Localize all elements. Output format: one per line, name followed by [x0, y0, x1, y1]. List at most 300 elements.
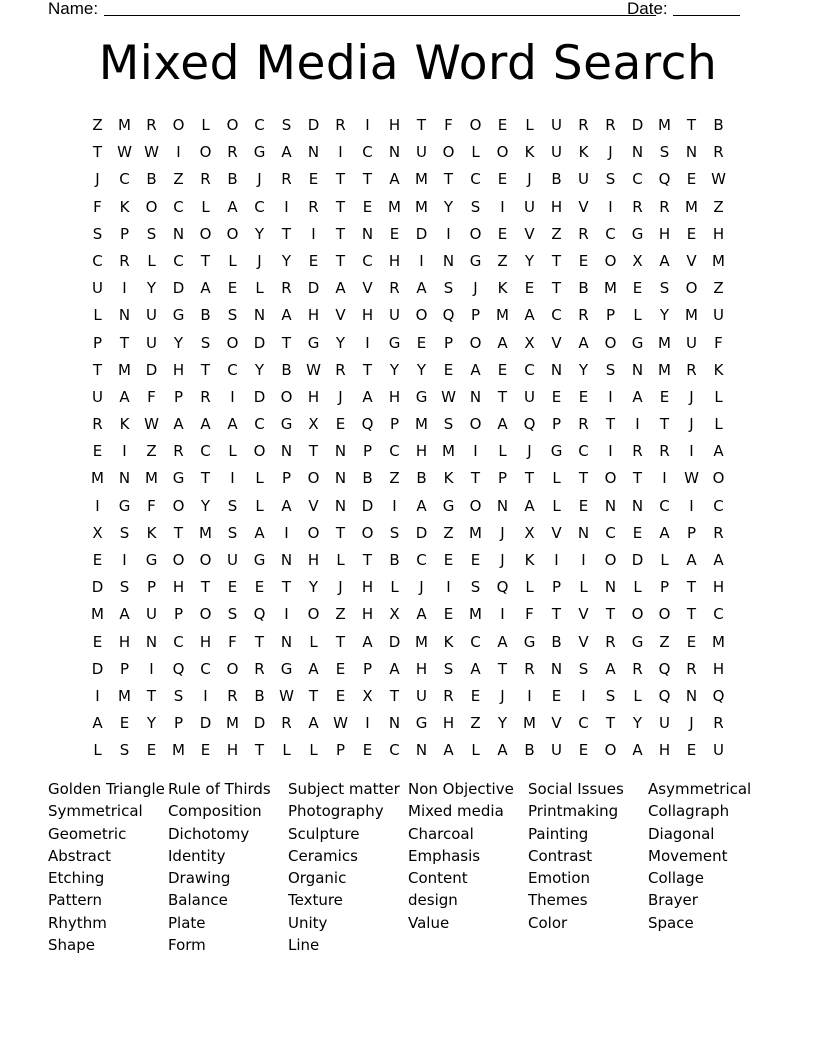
- grid-letter[interactable]: G: [280, 415, 293, 434]
- grid-letter[interactable]: L: [552, 496, 561, 515]
- grid-letter[interactable]: A: [308, 659, 319, 678]
- grid-letter[interactable]: I: [176, 143, 181, 162]
- grid-letter[interactable]: A: [524, 306, 535, 325]
- grid-letter[interactable]: L: [633, 686, 642, 705]
- grid-letter[interactable]: K: [443, 632, 454, 651]
- grid-letter[interactable]: P: [443, 333, 454, 352]
- grid-letter[interactable]: A: [308, 714, 319, 733]
- grid-letter[interactable]: C: [200, 442, 211, 461]
- grid-letter[interactable]: M: [199, 523, 212, 542]
- grid-letter[interactable]: N: [253, 306, 266, 325]
- grid-letter[interactable]: R: [227, 143, 238, 162]
- grid-letter[interactable]: L: [228, 442, 237, 461]
- grid-letter[interactable]: S: [389, 523, 400, 542]
- grid-letter[interactable]: C: [416, 551, 427, 569]
- grid-letter[interactable]: Y: [173, 333, 184, 352]
- grid-letter[interactable]: S: [443, 659, 454, 678]
- grid-letter[interactable]: A: [173, 415, 184, 434]
- grid-letter[interactable]: K: [146, 523, 157, 542]
- grid-letter[interactable]: B: [362, 469, 373, 488]
- grid-letter[interactable]: A: [200, 279, 211, 298]
- grid-letter[interactable]: U: [659, 714, 670, 733]
- grid-letter[interactable]: I: [95, 686, 100, 705]
- grid-letter[interactable]: O: [469, 224, 482, 243]
- grid-letter[interactable]: L: [201, 197, 210, 216]
- grid-letter[interactable]: R: [713, 714, 724, 733]
- grid-letter[interactable]: Y: [254, 224, 265, 243]
- grid-letter[interactable]: R: [605, 116, 616, 134]
- grid-letter[interactable]: E: [416, 333, 427, 352]
- grid-letter[interactable]: H: [550, 197, 563, 216]
- grid-letter[interactable]: D: [199, 714, 212, 733]
- grid-letter[interactable]: H: [415, 442, 428, 461]
- date-field-line[interactable]: [673, 0, 740, 16]
- grid-letter[interactable]: E: [524, 279, 535, 298]
- grid-letter[interactable]: G: [172, 306, 185, 325]
- grid-letter[interactable]: K: [713, 360, 724, 379]
- grid-letter[interactable]: O: [658, 605, 671, 624]
- grid-letter[interactable]: T: [335, 251, 346, 270]
- grid-letter[interactable]: K: [578, 143, 589, 162]
- grid-letter[interactable]: H: [361, 306, 374, 325]
- grid-letter[interactable]: T: [362, 360, 373, 379]
- grid-letter[interactable]: R: [146, 116, 157, 134]
- grid-letter[interactable]: M: [145, 469, 158, 488]
- grid-letter[interactable]: E: [443, 360, 454, 379]
- grid-letter[interactable]: O: [496, 143, 509, 162]
- grid-letter[interactable]: E: [632, 523, 643, 542]
- grid-letter[interactable]: L: [336, 551, 345, 569]
- grid-letter[interactable]: J: [527, 170, 532, 189]
- grid-letter[interactable]: L: [714, 415, 723, 434]
- grid-letter[interactable]: Q: [523, 415, 536, 434]
- grid-letter[interactable]: A: [497, 415, 508, 434]
- grid-letter[interactable]: W: [279, 686, 294, 705]
- name-field-line[interactable]: [104, 0, 656, 16]
- grid-letter[interactable]: S: [173, 686, 184, 705]
- grid-letter[interactable]: I: [122, 279, 127, 298]
- grid-letter[interactable]: H: [658, 741, 671, 760]
- grid-letter[interactable]: P: [686, 523, 697, 542]
- grid-letter[interactable]: A: [389, 170, 400, 189]
- grid-letter[interactable]: O: [307, 523, 320, 542]
- grid-letter[interactable]: I: [662, 469, 667, 488]
- grid-letter[interactable]: S: [443, 415, 454, 434]
- grid-letter[interactable]: E: [119, 714, 130, 733]
- grid-letter[interactable]: I: [95, 496, 100, 515]
- grid-letter[interactable]: A: [416, 496, 427, 515]
- grid-letter[interactable]: C: [227, 360, 238, 379]
- grid-letter[interactable]: A: [362, 632, 373, 651]
- grid-letter[interactable]: D: [253, 387, 266, 406]
- grid-letter[interactable]: E: [308, 251, 319, 270]
- grid-letter[interactable]: Z: [659, 632, 670, 651]
- grid-letter[interactable]: A: [281, 496, 292, 515]
- grid-letter[interactable]: D: [172, 279, 185, 298]
- grid-letter[interactable]: W: [333, 714, 348, 733]
- grid-letter[interactable]: T: [92, 143, 103, 162]
- grid-letter[interactable]: T: [146, 686, 157, 705]
- grid-letter[interactable]: J: [689, 387, 694, 406]
- grid-letter[interactable]: X: [632, 251, 643, 270]
- grid-letter[interactable]: Y: [659, 306, 670, 325]
- grid-letter[interactable]: H: [118, 632, 131, 651]
- grid-letter[interactable]: N: [388, 714, 401, 733]
- grid-letter[interactable]: U: [686, 333, 697, 352]
- grid-letter[interactable]: E: [335, 686, 346, 705]
- grid-letter[interactable]: C: [200, 659, 211, 678]
- grid-letter[interactable]: O: [604, 469, 617, 488]
- grid-letter[interactable]: I: [608, 197, 613, 216]
- grid-letter[interactable]: C: [524, 360, 535, 379]
- grid-letter[interactable]: I: [473, 442, 478, 461]
- grid-letter[interactable]: O: [469, 116, 482, 134]
- grid-letter[interactable]: I: [689, 442, 694, 461]
- grid-letter[interactable]: Y: [497, 714, 508, 733]
- grid-letter[interactable]: P: [605, 306, 616, 325]
- grid-letter[interactable]: T: [335, 523, 346, 542]
- grid-letter[interactable]: M: [685, 197, 698, 216]
- grid-letter[interactable]: U: [92, 387, 103, 406]
- grid-letter[interactable]: T: [281, 578, 292, 597]
- grid-letter[interactable]: C: [713, 496, 724, 515]
- grid-letter[interactable]: S: [119, 741, 130, 760]
- grid-letter[interactable]: D: [388, 632, 401, 651]
- grid-letter[interactable]: H: [172, 360, 185, 379]
- grid-letter[interactable]: D: [415, 523, 428, 542]
- grid-letter[interactable]: A: [227, 415, 238, 434]
- grid-letter[interactable]: H: [388, 251, 401, 270]
- grid-letter[interactable]: O: [604, 251, 617, 270]
- grid-letter[interactable]: V: [335, 306, 346, 325]
- grid-letter[interactable]: Y: [389, 360, 400, 379]
- grid-letter[interactable]: W: [117, 143, 132, 162]
- grid-letter[interactable]: I: [500, 605, 505, 624]
- grid-letter[interactable]: S: [605, 170, 616, 189]
- grid-letter[interactable]: A: [632, 741, 643, 760]
- grid-letter[interactable]: R: [578, 306, 589, 325]
- grid-letter[interactable]: J: [473, 279, 478, 298]
- grid-letter[interactable]: R: [605, 632, 616, 651]
- grid-letter[interactable]: T: [200, 469, 211, 488]
- grid-letter[interactable]: H: [712, 578, 725, 597]
- grid-letter[interactable]: Y: [443, 197, 454, 216]
- grid-letter[interactable]: B: [389, 551, 400, 569]
- grid-letter[interactable]: O: [172, 116, 185, 134]
- grid-letter[interactable]: L: [633, 578, 642, 597]
- grid-letter[interactable]: Y: [281, 251, 292, 270]
- grid-letter[interactable]: D: [307, 116, 320, 134]
- grid-letter[interactable]: C: [713, 605, 724, 624]
- grid-letter[interactable]: T: [470, 469, 481, 488]
- grid-letter[interactable]: E: [335, 659, 346, 678]
- grid-letter[interactable]: P: [497, 469, 508, 488]
- grid-letter[interactable]: N: [280, 632, 293, 651]
- grid-letter[interactable]: I: [635, 415, 640, 434]
- grid-letter[interactable]: T: [335, 197, 346, 216]
- grid-letter[interactable]: L: [471, 741, 480, 760]
- grid-letter[interactable]: T: [362, 551, 373, 569]
- grid-letter[interactable]: A: [281, 143, 292, 162]
- grid-letter[interactable]: M: [91, 605, 104, 624]
- grid-letter[interactable]: U: [524, 197, 535, 216]
- grid-letter[interactable]: C: [362, 251, 373, 270]
- grid-letter[interactable]: I: [689, 496, 694, 515]
- grid-letter[interactable]: E: [443, 551, 454, 569]
- grid-letter[interactable]: A: [92, 714, 103, 733]
- grid-letter[interactable]: T: [443, 170, 454, 189]
- grid-letter[interactable]: Z: [443, 523, 454, 542]
- grid-letter[interactable]: M: [118, 360, 131, 379]
- grid-letter[interactable]: O: [199, 551, 212, 569]
- grid-letter[interactable]: N: [280, 551, 293, 569]
- grid-letter[interactable]: T: [524, 469, 535, 488]
- grid-letter[interactable]: O: [172, 496, 185, 515]
- grid-letter[interactable]: I: [581, 551, 586, 569]
- grid-letter[interactable]: V: [578, 632, 589, 651]
- grid-letter[interactable]: M: [469, 605, 482, 624]
- grid-letter[interactable]: A: [335, 279, 346, 298]
- grid-letter[interactable]: A: [389, 659, 400, 678]
- grid-letter[interactable]: L: [147, 251, 156, 270]
- grid-letter[interactable]: N: [631, 496, 644, 515]
- grid-letter[interactable]: E: [686, 224, 697, 243]
- grid-letter[interactable]: H: [388, 387, 401, 406]
- grid-letter[interactable]: H: [199, 632, 212, 651]
- grid-letter[interactable]: I: [284, 605, 289, 624]
- grid-letter[interactable]: C: [389, 442, 400, 461]
- grid-letter[interactable]: C: [389, 741, 400, 760]
- grid-letter[interactable]: L: [471, 143, 480, 162]
- grid-letter[interactable]: S: [281, 116, 292, 134]
- grid-letter[interactable]: G: [415, 387, 428, 406]
- grid-letter[interactable]: T: [308, 442, 319, 461]
- grid-letter[interactable]: C: [605, 523, 616, 542]
- grid-letter[interactable]: S: [605, 360, 616, 379]
- grid-letter[interactable]: G: [631, 224, 644, 243]
- grid-letter[interactable]: E: [227, 578, 238, 597]
- grid-letter[interactable]: M: [415, 197, 428, 216]
- grid-letter[interactable]: J: [257, 251, 262, 270]
- grid-letter[interactable]: N: [631, 360, 644, 379]
- grid-letter[interactable]: Y: [254, 360, 265, 379]
- grid-letter[interactable]: T: [362, 170, 373, 189]
- grid-letter[interactable]: B: [281, 360, 292, 379]
- grid-letter[interactable]: E: [92, 551, 103, 569]
- grid-letter[interactable]: U: [551, 116, 562, 134]
- grid-letter[interactable]: C: [551, 306, 562, 325]
- grid-letter[interactable]: N: [604, 496, 617, 515]
- grid-letter[interactable]: R: [227, 686, 238, 705]
- grid-letter[interactable]: O: [415, 306, 428, 325]
- grid-letter[interactable]: M: [388, 197, 401, 216]
- grid-letter[interactable]: N: [496, 496, 509, 515]
- grid-letter[interactable]: E: [335, 415, 346, 434]
- grid-letter[interactable]: J: [500, 523, 505, 542]
- grid-letter[interactable]: A: [497, 333, 508, 352]
- grid-letter[interactable]: I: [392, 496, 397, 515]
- grid-letter[interactable]: T: [254, 741, 265, 760]
- grid-letter[interactable]: R: [281, 279, 292, 298]
- grid-letter[interactable]: V: [578, 605, 589, 624]
- grid-letter[interactable]: C: [92, 251, 103, 270]
- grid-letter[interactable]: Q: [361, 415, 374, 434]
- grid-letter[interactable]: V: [524, 224, 535, 243]
- grid-letter[interactable]: W: [441, 387, 456, 406]
- grid-letter[interactable]: Y: [416, 360, 427, 379]
- grid-letter[interactable]: N: [307, 143, 320, 162]
- grid-letter[interactable]: S: [227, 496, 238, 515]
- grid-letter[interactable]: U: [551, 143, 562, 162]
- grid-letter[interactable]: O: [199, 224, 212, 243]
- grid-letter[interactable]: L: [255, 279, 264, 298]
- grid-letter[interactable]: O: [469, 333, 482, 352]
- grid-letter[interactable]: L: [282, 741, 291, 760]
- grid-letter[interactable]: U: [92, 279, 103, 298]
- grid-letter[interactable]: O: [199, 605, 212, 624]
- grid-letter[interactable]: T: [686, 116, 697, 134]
- grid-letter[interactable]: D: [631, 551, 644, 569]
- grid-letter[interactable]: X: [389, 605, 400, 624]
- grid-letter[interactable]: I: [122, 551, 127, 569]
- grid-letter[interactable]: E: [497, 170, 508, 189]
- grid-letter[interactable]: V: [362, 279, 373, 298]
- grid-letter[interactable]: P: [173, 387, 184, 406]
- grid-letter[interactable]: R: [92, 415, 103, 434]
- grid-letter[interactable]: J: [527, 442, 532, 461]
- grid-letter[interactable]: T: [92, 360, 103, 379]
- grid-letter[interactable]: N: [334, 469, 347, 488]
- grid-letter[interactable]: M: [712, 251, 725, 270]
- grid-letter[interactable]: A: [416, 605, 427, 624]
- grid-letter[interactable]: E: [551, 686, 562, 705]
- grid-letter[interactable]: R: [686, 360, 697, 379]
- grid-letter[interactable]: S: [92, 224, 103, 243]
- grid-letter[interactable]: L: [525, 116, 534, 134]
- grid-letter[interactable]: A: [227, 197, 238, 216]
- grid-letter[interactable]: A: [659, 523, 670, 542]
- grid-letter[interactable]: O: [172, 551, 185, 569]
- grid-letter[interactable]: R: [713, 143, 724, 162]
- grid-letter[interactable]: I: [284, 197, 289, 216]
- grid-letter[interactable]: M: [685, 306, 698, 325]
- grid-letter[interactable]: B: [578, 279, 589, 298]
- grid-letter[interactable]: S: [227, 605, 238, 624]
- grid-letter[interactable]: T: [497, 659, 508, 678]
- grid-letter[interactable]: A: [713, 551, 724, 569]
- grid-letter[interactable]: E: [551, 387, 562, 406]
- grid-letter[interactable]: Z: [335, 605, 346, 624]
- grid-letter[interactable]: J: [689, 714, 694, 733]
- grid-letter[interactable]: H: [442, 714, 455, 733]
- grid-letter[interactable]: N: [577, 523, 590, 542]
- grid-letter[interactable]: R: [200, 170, 211, 189]
- grid-letter[interactable]: X: [524, 523, 535, 542]
- grid-letter[interactable]: Y: [524, 251, 535, 270]
- grid-letter[interactable]: U: [146, 306, 157, 325]
- grid-letter[interactable]: U: [146, 333, 157, 352]
- grid-letter[interactable]: V: [551, 714, 562, 733]
- grid-letter[interactable]: M: [658, 116, 671, 134]
- grid-letter[interactable]: T: [119, 333, 130, 352]
- grid-letter[interactable]: E: [362, 741, 373, 760]
- grid-letter[interactable]: S: [146, 224, 157, 243]
- grid-letter[interactable]: K: [119, 415, 130, 434]
- grid-letter[interactable]: O: [685, 279, 698, 298]
- grid-letter[interactable]: X: [308, 415, 319, 434]
- grid-letter[interactable]: O: [199, 143, 212, 162]
- grid-letter[interactable]: T: [335, 170, 346, 189]
- grid-letter[interactable]: A: [362, 387, 373, 406]
- grid-letter[interactable]: G: [631, 333, 644, 352]
- grid-letter[interactable]: O: [442, 143, 455, 162]
- grid-letter[interactable]: R: [335, 360, 346, 379]
- grid-letter[interactable]: S: [443, 279, 454, 298]
- grid-letter[interactable]: E: [497, 224, 508, 243]
- grid-letter[interactable]: S: [659, 279, 670, 298]
- grid-letter[interactable]: Z: [146, 442, 157, 461]
- grid-letter[interactable]: A: [119, 605, 130, 624]
- grid-letter[interactable]: A: [686, 551, 697, 569]
- grid-letter[interactable]: B: [146, 170, 157, 189]
- grid-letter[interactable]: P: [551, 415, 562, 434]
- grid-letter[interactable]: T: [551, 279, 562, 298]
- grid-letter[interactable]: N: [550, 659, 563, 678]
- grid-letter[interactable]: T: [308, 686, 319, 705]
- grid-letter[interactable]: A: [416, 279, 427, 298]
- grid-letter[interactable]: T: [254, 632, 265, 651]
- grid-letter[interactable]: N: [685, 143, 698, 162]
- grid-letter[interactable]: L: [714, 387, 723, 406]
- grid-letter[interactable]: M: [172, 741, 185, 760]
- grid-letter[interactable]: L: [228, 251, 237, 270]
- grid-letter[interactable]: C: [578, 442, 589, 461]
- grid-letter[interactable]: B: [524, 741, 535, 760]
- grid-letter[interactable]: M: [712, 632, 725, 651]
- grid-letter[interactable]: E: [686, 632, 697, 651]
- grid-letter[interactable]: H: [307, 306, 320, 325]
- grid-letter[interactable]: C: [578, 714, 589, 733]
- grid-letter[interactable]: M: [118, 686, 131, 705]
- grid-letter[interactable]: Q: [253, 605, 266, 624]
- grid-letter[interactable]: W: [684, 469, 699, 488]
- grid-letter[interactable]: O: [361, 523, 374, 542]
- grid-letter[interactable]: J: [338, 387, 343, 406]
- grid-letter[interactable]: O: [469, 496, 482, 515]
- grid-letter[interactable]: Y: [335, 333, 346, 352]
- grid-letter[interactable]: O: [307, 469, 320, 488]
- grid-letter[interactable]: O: [226, 116, 239, 134]
- grid-letter[interactable]: R: [200, 387, 211, 406]
- grid-letter[interactable]: E: [497, 116, 508, 134]
- grid-letter[interactable]: U: [227, 551, 238, 569]
- grid-letter[interactable]: R: [632, 197, 643, 216]
- grid-letter[interactable]: E: [92, 632, 103, 651]
- grid-letter[interactable]: I: [203, 686, 208, 705]
- grid-letter[interactable]: P: [362, 659, 373, 678]
- grid-letter[interactable]: S: [119, 578, 130, 597]
- grid-letter[interactable]: W: [144, 415, 159, 434]
- grid-letter[interactable]: R: [578, 224, 589, 243]
- grid-letter[interactable]: F: [444, 116, 453, 134]
- grid-letter[interactable]: M: [118, 116, 131, 134]
- grid-letter[interactable]: H: [361, 605, 374, 624]
- grid-letter[interactable]: N: [145, 632, 158, 651]
- grid-letter[interactable]: N: [550, 360, 563, 379]
- grid-letter[interactable]: R: [686, 659, 697, 678]
- grid-letter[interactable]: J: [95, 170, 100, 189]
- grid-letter[interactable]: G: [118, 496, 131, 515]
